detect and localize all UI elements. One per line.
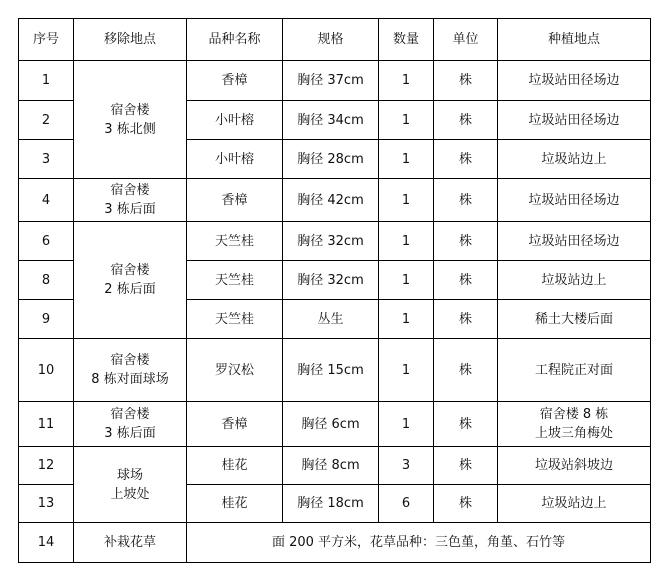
- cell-quantity: 1: [379, 61, 434, 101]
- cell-unit: 株: [434, 339, 498, 402]
- cell-species: 香樟: [187, 179, 283, 222]
- cell-unit: 株: [434, 447, 498, 485]
- cell-remove-location: [74, 402, 187, 447]
- table-row: [19, 179, 651, 222]
- header-row: [19, 19, 651, 61]
- header-cell-remove-location: 移除地点: [74, 19, 187, 61]
- cell-remove-location-line: 3 栋后面: [104, 202, 156, 217]
- cell-species: 桂花: [187, 447, 283, 485]
- header-cell-no: 序号: [19, 19, 74, 61]
- cell-species: 小叶榕: [187, 101, 283, 140]
- cell-plant-location: 垃圾站田径场边: [498, 222, 651, 261]
- cell-species: 天竺桂: [187, 261, 283, 300]
- cell-no: 8: [19, 261, 74, 300]
- cell-plant-location-line: 上坡三角梅处: [534, 426, 613, 441]
- cell-quantity: 1: [379, 179, 434, 222]
- cell-plant-location: 垃圾站田径场边: [498, 61, 651, 101]
- cell-plant-location-line: 宿舍楼 8 栋: [539, 407, 609, 422]
- cell-remove-location: [74, 61, 187, 179]
- cell-spec: 胸径 8cm: [283, 447, 379, 485]
- cell-species: 天竺桂: [187, 222, 283, 261]
- table-row: [19, 339, 651, 402]
- cell-species: 香樟: [187, 61, 283, 101]
- cell-quantity: 1: [379, 300, 434, 339]
- cell-no: 13: [19, 485, 74, 523]
- cell-plant-location: 垃圾站边上: [498, 140, 651, 179]
- cell-unit: 株: [434, 101, 498, 140]
- cell-quantity: 1: [379, 402, 434, 447]
- cell-remove-location-line: 宿舍楼: [110, 183, 150, 198]
- header-cell-quantity: 数量: [379, 19, 434, 61]
- cell-no: 3: [19, 140, 74, 179]
- cell-no: 1: [19, 61, 74, 101]
- cell-unit: 株: [434, 140, 498, 179]
- cell-remove-location-line: 宿舍楼: [110, 353, 150, 368]
- cell-flower-planting-note: 面 200 平方米，花草品种：三色堇，角堇、石竹等: [187, 523, 651, 563]
- cell-spec: 胸径 28cm: [283, 140, 379, 179]
- cell-plant-location: 稀土大楼后面: [498, 300, 651, 339]
- cell-unit: 株: [434, 179, 498, 222]
- cell-unit: 株: [434, 300, 498, 339]
- cell-quantity: 1: [379, 261, 434, 300]
- cell-no: 9: [19, 300, 74, 339]
- cell-spec: 胸径 18cm: [283, 485, 379, 523]
- cell-quantity: 1: [379, 140, 434, 179]
- cell-remove-location-line: 上坡处: [110, 486, 150, 502]
- cell-no: 4: [19, 179, 74, 222]
- cell-plant-location: [498, 402, 651, 447]
- cell-species: 天竺桂: [187, 300, 283, 339]
- cell-no: 11: [19, 402, 74, 447]
- cell-remove-location: [74, 339, 187, 402]
- table-row: [19, 447, 651, 485]
- cell-spec: 胸径 37cm: [283, 61, 379, 101]
- header-cell-unit: 单位: [434, 19, 498, 61]
- table-row: [19, 61, 651, 101]
- cell-spec: 胸径 6cm: [283, 402, 379, 447]
- cell-remove-location-line: 3 栋后面: [104, 426, 156, 441]
- header-cell-spec: 规格: [283, 19, 379, 61]
- cell-plant-location: 垃圾站田径场边: [498, 101, 651, 140]
- cell-spec: 丛生: [283, 300, 379, 339]
- cell-unit: 株: [434, 222, 498, 261]
- cell-remove-location: [74, 222, 187, 339]
- cell-species: 桂花: [187, 485, 283, 523]
- table-row: [19, 222, 651, 261]
- cell-species: 香樟: [187, 402, 283, 447]
- cell-quantity: 1: [379, 101, 434, 140]
- cell-plant-location: 垃圾站边上: [498, 485, 651, 523]
- cell-remove-location: [74, 447, 187, 523]
- cell-species: 罗汉松: [187, 339, 283, 402]
- cell-spec: 胸径 42cm: [283, 179, 379, 222]
- cell-no: 2: [19, 101, 74, 140]
- cell-spec: 胸径 34cm: [283, 101, 379, 140]
- cell-unit: 株: [434, 261, 498, 300]
- cell-remove-location-line: 宿舍楼: [110, 263, 150, 278]
- cell-unit: 株: [434, 402, 498, 447]
- cell-remove-location-line: 8 栋对面球场: [91, 372, 169, 387]
- cell-spec: 胸径 32cm: [283, 222, 379, 261]
- cell-species: 小叶榕: [187, 140, 283, 179]
- cell-no: 12: [19, 447, 74, 485]
- cell-quantity: 3: [379, 447, 434, 485]
- cell-no: 14: [19, 523, 74, 563]
- cell-spec: 胸径 32cm: [283, 261, 379, 300]
- cell-remove-location-line: 宿舍楼: [110, 407, 150, 422]
- cell-no: 6: [19, 222, 74, 261]
- tree-relocation-table: [18, 18, 651, 563]
- cell-unit: 株: [434, 485, 498, 523]
- cell-unit: 株: [434, 61, 498, 101]
- cell-quantity: 1: [379, 339, 434, 402]
- cell-spec: 胸径 15cm: [283, 339, 379, 402]
- cell-remove-location: [74, 179, 187, 222]
- cell-plant-location: 垃圾站边上: [498, 261, 651, 300]
- header-cell-plant-location: 种植地点: [498, 19, 651, 61]
- cell-remove-location-line: 宿舍楼: [110, 102, 150, 118]
- cell-quantity: 1: [379, 222, 434, 261]
- header-cell-species: 品种名称: [187, 19, 283, 61]
- cell-remove-location: 补栽花草: [74, 523, 187, 563]
- cell-plant-location: 垃圾站斜坡边: [498, 447, 651, 485]
- cell-plant-location: 垃圾站田径场边: [498, 179, 651, 222]
- cell-no: 10: [19, 339, 74, 402]
- cell-remove-location-line: 2 栋后面: [104, 282, 156, 297]
- table-row: [19, 402, 651, 447]
- cell-quantity: 6: [379, 485, 434, 523]
- cell-plant-location: 工程院正对面: [498, 339, 651, 402]
- table-row-summary: [19, 523, 651, 563]
- cell-remove-location-line: 3 栋北侧: [104, 121, 156, 137]
- cell-remove-location-line: 球场: [116, 467, 143, 483]
